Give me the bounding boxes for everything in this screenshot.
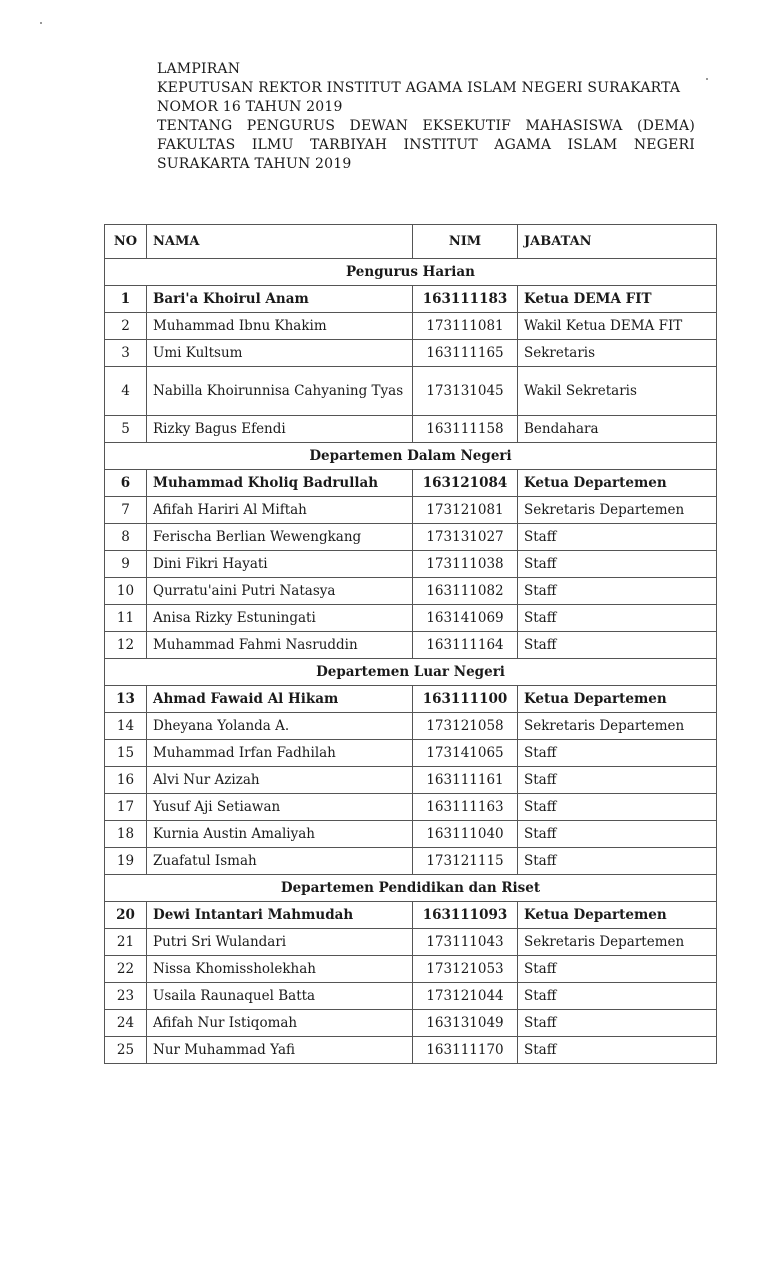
cell-nama: Afifah Hariri Al Miftah	[147, 497, 413, 524]
section-row	[105, 875, 717, 902]
cell-nim: 163111082	[413, 578, 518, 605]
scan-speck	[706, 78, 708, 80]
cell-jabatan: Staff	[518, 740, 717, 767]
cell-nim: 163111093	[413, 902, 518, 929]
cell-no: 24	[105, 1010, 147, 1037]
cell-nim: 173121044	[413, 983, 518, 1010]
cell-nim: 163131049	[413, 1010, 518, 1037]
table-row	[105, 929, 717, 956]
cell-nama: Yusuf Aji Setiawan	[147, 794, 413, 821]
table-row	[105, 1037, 717, 1064]
cell-no: 10	[105, 578, 147, 605]
table-row	[105, 983, 717, 1010]
cell-nama: Dewi Intantari Mahmudah	[147, 902, 413, 929]
cell-nama: Muhammad Irfan Fadhilah	[147, 740, 413, 767]
cell-nama: Ferischa Berlian Wewengkang	[147, 524, 413, 551]
cell-nama: Nabilla Khoirunnisa Cahyaning Tyas	[147, 367, 413, 416]
cell-jabatan: Ketua Departemen	[518, 902, 717, 929]
cell-jabatan: Staff	[518, 605, 717, 632]
cell-nama: Kurnia Austin Amaliyah	[147, 821, 413, 848]
table-row	[105, 632, 717, 659]
header-lampiran: LAMPIRAN	[157, 61, 241, 77]
cell-no: 4	[105, 367, 147, 416]
table-row	[105, 605, 717, 632]
cell-nim: 163111170	[413, 1037, 518, 1064]
table-row	[105, 767, 717, 794]
cell-jabatan: Bendahara	[518, 416, 717, 443]
cell-jabatan: Staff	[518, 524, 717, 551]
table-row	[105, 286, 717, 313]
cell-jabatan: Staff	[518, 956, 717, 983]
cell-nama: Putri Sri Wulandari	[147, 929, 413, 956]
section-title: Pengurus Harian	[105, 259, 717, 286]
cell-nama: Rizky Bagus Efendi	[147, 416, 413, 443]
cell-jabatan: Wakil Ketua DEMA FIT	[518, 313, 717, 340]
table-header-row	[105, 225, 717, 259]
cell-nim: 173121081	[413, 497, 518, 524]
cell-nama: Nissa Khomissholekhah	[147, 956, 413, 983]
cell-jabatan: Staff	[518, 983, 717, 1010]
cell-no: 7	[105, 497, 147, 524]
cell-nim: 163111183	[413, 286, 518, 313]
cell-nama: Muhammad Ibnu Khakim	[147, 313, 413, 340]
table-row	[105, 340, 717, 367]
header-tentang: TENTANG PENGURUS DEWAN EKSEKUTIF MAHASISWA (DEMA) FAKULTAS ILMU TARBIYAH INSTITUT AGAMA ISLAM NEGERI	[157, 118, 695, 153]
table-row	[105, 551, 717, 578]
cell-jabatan: Staff	[518, 632, 717, 659]
cell-no: 13	[105, 686, 147, 713]
header-tahun: SURAKARTA TAHUN 2019	[157, 156, 352, 172]
cell-no: 2	[105, 313, 147, 340]
column-header-nama: NAMA	[147, 225, 413, 259]
header-nomor: NOMOR 16 TAHUN 2019	[157, 99, 343, 115]
cell-jabatan: Ketua Departemen	[518, 686, 717, 713]
cell-jabatan: Staff	[518, 1010, 717, 1037]
cell-no: 25	[105, 1037, 147, 1064]
cell-jabatan: Sekretaris	[518, 340, 717, 367]
table-row	[105, 313, 717, 340]
cell-nim: 163111158	[413, 416, 518, 443]
cell-jabatan: Staff	[518, 1037, 717, 1064]
table-row	[105, 367, 717, 416]
roster-table	[104, 224, 717, 1064]
cell-no: 19	[105, 848, 147, 875]
cell-jabatan: Ketua DEMA FIT	[518, 286, 717, 313]
cell-no: 17	[105, 794, 147, 821]
cell-no: 20	[105, 902, 147, 929]
cell-nim: 173121058	[413, 713, 518, 740]
cell-nim: 173131045	[413, 367, 518, 416]
cell-no: 14	[105, 713, 147, 740]
cell-nim: 173111043	[413, 929, 518, 956]
cell-nama: Ahmad Fawaid Al Hikam	[147, 686, 413, 713]
table-row	[105, 956, 717, 983]
table-row	[105, 713, 717, 740]
cell-jabatan: Staff	[518, 578, 717, 605]
table-row	[105, 416, 717, 443]
cell-jabatan: Staff	[518, 794, 717, 821]
cell-nama: Afifah Nur Istiqomah	[147, 1010, 413, 1037]
cell-jabatan: Staff	[518, 848, 717, 875]
table-row	[105, 497, 717, 524]
cell-no: 16	[105, 767, 147, 794]
cell-no: 5	[105, 416, 147, 443]
table-row	[105, 902, 717, 929]
cell-nim: 163111040	[413, 821, 518, 848]
cell-jabatan: Wakil Sekretaris	[518, 367, 717, 416]
column-header-nim: NIM	[413, 225, 518, 259]
table-row	[105, 848, 717, 875]
cell-nama: Anisa Rizky Estuningati	[147, 605, 413, 632]
section-title: Departemen Pendidikan dan Riset	[105, 875, 717, 902]
cell-jabatan: Sekretaris Departemen	[518, 929, 717, 956]
table-row	[105, 524, 717, 551]
cell-no: 12	[105, 632, 147, 659]
cell-nama: Usaila Raunaquel Batta	[147, 983, 413, 1010]
table-row	[105, 794, 717, 821]
cell-nim: 173111038	[413, 551, 518, 578]
cell-no: 1	[105, 286, 147, 313]
cell-nim: 173141065	[413, 740, 518, 767]
column-header-jabatan: JABATAN	[518, 225, 717, 259]
table-row	[105, 740, 717, 767]
cell-nama: Alvi Nur Azizah	[147, 767, 413, 794]
section-row	[105, 259, 717, 286]
cell-nim: 173121115	[413, 848, 518, 875]
cell-nim: 163111165	[413, 340, 518, 367]
table-row	[105, 821, 717, 848]
section-row	[105, 443, 717, 470]
cell-nama: Muhammad Fahmi Nasruddin	[147, 632, 413, 659]
column-header-no: NO	[105, 225, 147, 259]
scan-speck	[40, 22, 42, 24]
table-row	[105, 578, 717, 605]
cell-no: 15	[105, 740, 147, 767]
cell-no: 21	[105, 929, 147, 956]
cell-no: 3	[105, 340, 147, 367]
cell-nama: Umi Kultsum	[147, 340, 413, 367]
cell-nim: 173131027	[413, 524, 518, 551]
table-row	[105, 470, 717, 497]
cell-no: 9	[105, 551, 147, 578]
cell-nama: Nur Muhammad Yafi	[147, 1037, 413, 1064]
cell-nim: 163121084	[413, 470, 518, 497]
document-header	[157, 60, 695, 174]
cell-jabatan: Sekretaris Departemen	[518, 713, 717, 740]
cell-nama: Dini Fikri Hayati	[147, 551, 413, 578]
header-keputusan: KEPUTUSAN REKTOR INSTITUT AGAMA ISLAM NEGERI SURAKARTA	[157, 80, 681, 96]
cell-nama: Qurratu'aini Putri Natasya	[147, 578, 413, 605]
cell-nama: Zuafatul Ismah	[147, 848, 413, 875]
cell-no: 23	[105, 983, 147, 1010]
cell-nim: 163111100	[413, 686, 518, 713]
cell-no: 6	[105, 470, 147, 497]
cell-nim: 163111163	[413, 794, 518, 821]
roster-body	[105, 259, 717, 1064]
cell-nim: 173111081	[413, 313, 518, 340]
cell-jabatan: Sekretaris Departemen	[518, 497, 717, 524]
cell-jabatan: Staff	[518, 551, 717, 578]
table-row	[105, 686, 717, 713]
cell-no: 11	[105, 605, 147, 632]
cell-nim: 163111164	[413, 632, 518, 659]
cell-jabatan: Ketua Departemen	[518, 470, 717, 497]
section-title: Departemen Dalam Negeri	[105, 443, 717, 470]
table-row	[105, 1010, 717, 1037]
cell-no: 18	[105, 821, 147, 848]
section-title: Departemen Luar Negeri	[105, 659, 717, 686]
cell-no: 8	[105, 524, 147, 551]
cell-nama: Dheyana Yolanda A.	[147, 713, 413, 740]
cell-no: 22	[105, 956, 147, 983]
cell-nim: 163111161	[413, 767, 518, 794]
cell-nim: 173121053	[413, 956, 518, 983]
section-row	[105, 659, 717, 686]
cell-jabatan: Staff	[518, 821, 717, 848]
cell-jabatan: Staff	[518, 767, 717, 794]
cell-nama: Bari'a Khoirul Anam	[147, 286, 413, 313]
cell-nama: Muhammad Kholiq Badrullah	[147, 470, 413, 497]
cell-nim: 163141069	[413, 605, 518, 632]
